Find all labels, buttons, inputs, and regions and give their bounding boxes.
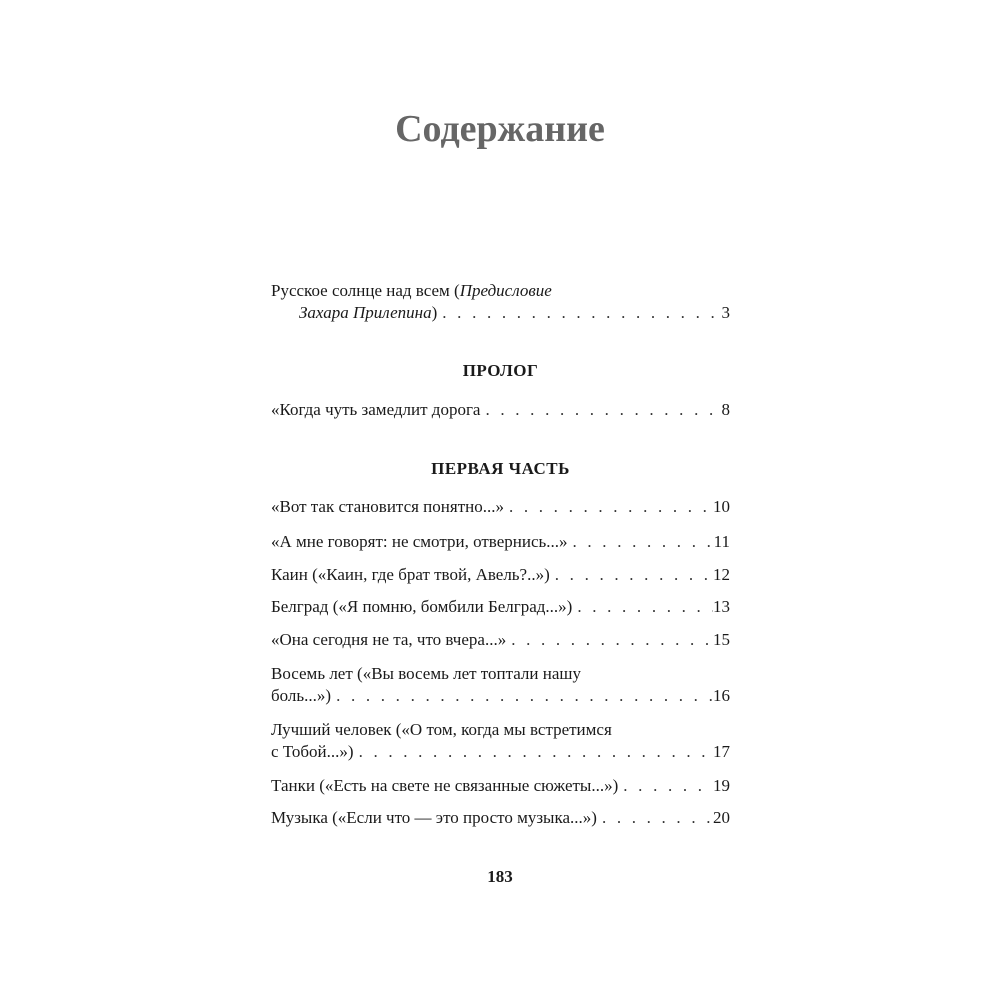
dot-leader xyxy=(572,596,713,618)
toc-entry-line xyxy=(271,302,730,324)
dot-leader xyxy=(480,399,721,421)
toc-entry[interactable] xyxy=(271,496,730,518)
toc-entry-text: Русское солнце над всем ( xyxy=(271,281,460,300)
dot-leader xyxy=(618,775,713,797)
toc-entry-text: «Вот так становится понятно...» xyxy=(271,497,504,516)
toc-page-number: 17 xyxy=(713,742,730,761)
toc-page-number: 8 xyxy=(721,400,730,419)
toc-entry-text: «А мне говорят: не смотри, отвернись...» xyxy=(271,532,568,551)
toc-page-number: 15 xyxy=(713,630,730,649)
toc-entry-line xyxy=(271,280,730,302)
dot-leader xyxy=(597,807,713,829)
toc-entry-text-italic: Предисловие xyxy=(459,281,552,300)
dot-leader xyxy=(550,564,713,586)
toc-entry-text: Лучший человек («О том, когда мы встретимся xyxy=(271,720,612,739)
dot-leader xyxy=(331,685,713,707)
toc-page-number: 10 xyxy=(713,497,730,516)
toc-entry[interactable] xyxy=(271,564,730,586)
toc-entry[interactable] xyxy=(271,399,730,421)
toc-entry[interactable] xyxy=(271,775,730,797)
dot-leader xyxy=(437,302,721,324)
toc-entry-text-italic: Захара Прилепина xyxy=(299,303,432,322)
toc-page-number: 3 xyxy=(721,303,730,322)
toc-entry-text: «Она сегодня не та, что вчера...» xyxy=(271,630,507,649)
toc-page-number: 11 xyxy=(713,532,730,551)
toc-entry-text: ) xyxy=(431,303,438,322)
toc-entry-text: «Когда чуть замедлит дорога xyxy=(271,400,481,419)
toc-entry[interactable] xyxy=(271,719,730,763)
page-number: 183 xyxy=(487,867,513,886)
toc-page-number: 13 xyxy=(713,597,730,616)
dot-leader xyxy=(354,741,713,763)
toc-entry-text: с Тобой...») xyxy=(271,742,354,761)
toc-entry-text: Танки («Есть на свете не связанные сюжеты...») xyxy=(271,776,619,795)
toc-entry-text: Каин («Каин, где брат твой, Авель?..») xyxy=(271,565,550,584)
page-title: Содержание xyxy=(395,108,605,150)
toc-entry-text: Восемь лет («Вы восемь лет топтали нашу xyxy=(271,664,582,683)
toc-entry-text: Белград («Я помню, бомбили Белград...») xyxy=(271,597,573,616)
toc-entry-text: Музыка («Если что — это просто музыка...») xyxy=(271,808,597,827)
dot-leader xyxy=(568,531,714,553)
toc-page-number: 16 xyxy=(713,686,730,705)
toc-page-number: 19 xyxy=(713,776,730,795)
toc-entry[interactable] xyxy=(271,807,730,829)
toc-entry-text: боль...») xyxy=(271,686,332,705)
dot-leader xyxy=(504,496,713,518)
toc-entry[interactable] xyxy=(271,663,730,707)
toc-entry[interactable] xyxy=(271,629,730,651)
section-heading-part-one: ПЕРВАЯ ЧАСТЬ xyxy=(431,459,570,478)
toc-page-number: 20 xyxy=(713,808,730,827)
toc-entry[interactable] xyxy=(271,531,730,553)
dot-leader xyxy=(506,629,713,651)
toc-entry[interactable] xyxy=(271,596,730,618)
section-heading-prologue: ПРОЛОГ xyxy=(462,361,539,380)
toc-entry-preface[interactable] xyxy=(271,280,730,324)
toc-page-number: 12 xyxy=(713,565,730,584)
